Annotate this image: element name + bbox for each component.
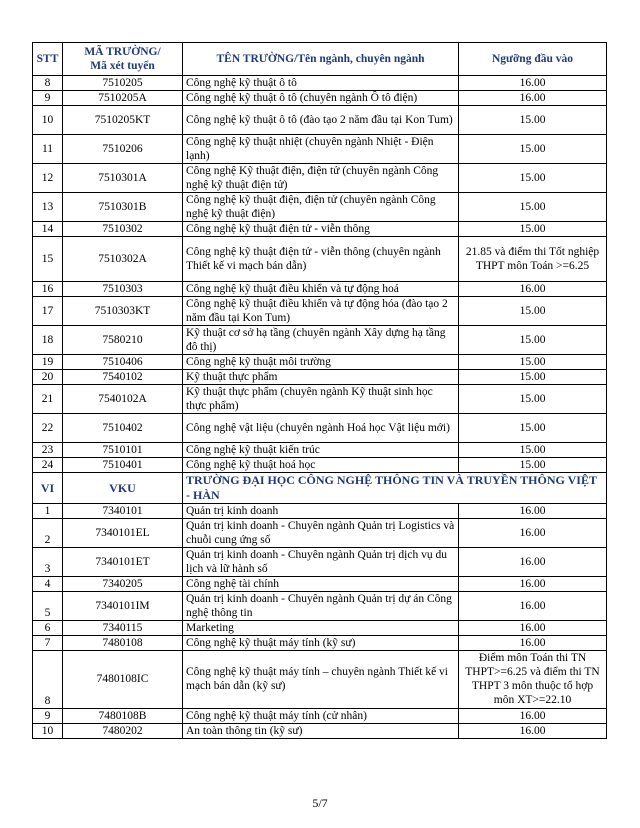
cell-name: Công nghệ tài chính (183, 576, 459, 591)
cell-stt: 6 (33, 620, 63, 635)
cell-threshold: 15.00 (459, 326, 607, 355)
cell-stt: 21 (33, 385, 63, 414)
cell-code: 7340101ET (63, 547, 183, 576)
table-row (33, 106, 607, 135)
cell-name: Công nghệ kỹ thuật ô tô (chuyên ngành Ô tô điện) (183, 91, 459, 106)
cell-stt: 8 (33, 76, 63, 91)
cell-threshold: 16.00 (459, 723, 607, 738)
cell-threshold: 16.00 (459, 76, 607, 91)
cell-stt: 10 (33, 106, 63, 135)
table-row (33, 385, 607, 414)
cell-stt: 12 (33, 164, 63, 193)
cell-code: 7510206 (63, 135, 183, 164)
header-name: TÊN TRƯỜNG/Tên ngành, chuyên ngành (183, 43, 459, 76)
cell-threshold: 15.00 (459, 135, 607, 164)
cell-code: 7340115 (63, 620, 183, 635)
cell-threshold: 16.00 (459, 576, 607, 591)
cell-threshold: 15.00 (459, 414, 607, 443)
cell-code: 7480108B (63, 708, 183, 723)
table-row (33, 458, 607, 473)
cell-threshold: 16.00 (459, 91, 607, 106)
cell-code: 7480202 (63, 723, 183, 738)
cell-threshold: 16.00 (459, 620, 607, 635)
header-threshold: Ngưỡng đầu vào (459, 43, 607, 76)
cell-stt: 2 (33, 518, 63, 547)
cell-stt: 11 (33, 135, 63, 164)
cell-code: 7580210 (63, 326, 183, 355)
section-row-vku (33, 473, 607, 503)
cell-name: Công nghệ Kỹ thuật điện, điện tử (chuyên ngành Công nghệ kỹ thuật điện tử) (183, 164, 459, 193)
cell-threshold: Điểm môn Toán thi TN THPT>=6.25 và điểm thi TN THPT 3 môn thuộc tổ hợp môn XT>=22.10 (459, 650, 607, 708)
table-row (33, 193, 607, 222)
cell-name: Công nghệ vật liệu (chuyên ngành Hoá học Vật liệu mới) (183, 414, 459, 443)
cell-stt: 15 (33, 237, 63, 282)
cell-code: 7510402 (63, 414, 183, 443)
cell-threshold: 15.00 (459, 106, 607, 135)
cell-name: Công nghệ kỹ thuật điện, điện tử (chuyên ngành Công nghệ kỹ thuật điện) (183, 193, 459, 222)
table-row (33, 503, 607, 518)
cell-stt: 10 (33, 723, 63, 738)
table-row (33, 297, 607, 326)
page-number: 5/7 (312, 796, 328, 810)
table-row (33, 708, 607, 723)
cell-stt: 8 (33, 650, 63, 708)
cell-threshold: 15.00 (459, 443, 607, 458)
cell-name: Quản trị kinh doanh - Chuyên ngành Quản trị dịch vụ du lịch và lữ hành số (183, 547, 459, 576)
cell-threshold: 15.00 (459, 222, 607, 237)
cell-stt: 5 (33, 591, 63, 620)
cell-stt: 22 (33, 414, 63, 443)
cell-threshold: 15.00 (459, 297, 607, 326)
cell-name: Công nghệ kỹ thuật nhiệt (chuyên ngành Nhiệt - Điện lạnh) (183, 135, 459, 164)
cell-threshold: 16.00 (459, 591, 607, 620)
table-row (33, 443, 607, 458)
cell-code: 7510303 (63, 282, 183, 297)
table-row (33, 237, 607, 282)
cell-threshold: 16.00 (459, 518, 607, 547)
cell-code: 7510205KT (63, 106, 183, 135)
table-row (33, 282, 607, 297)
cell-name: Công nghệ kỹ thuật điều khiển và tự động hoá (183, 282, 459, 297)
cell-code: 7480108IC (63, 650, 183, 708)
table-row (33, 355, 607, 370)
cell-code: 7510101 (63, 443, 183, 458)
cell-code: 7540102 (63, 370, 183, 385)
table-row (33, 635, 607, 650)
cell-name: Quản trị kinh doanh (183, 503, 459, 518)
cell-code: 7510401 (63, 458, 183, 473)
cell-stt: 20 (33, 370, 63, 385)
cell-code: 7540102A (63, 385, 183, 414)
cell-stt: 16 (33, 282, 63, 297)
cell-threshold: 15.00 (459, 164, 607, 193)
cell-name: Công nghệ kỹ thuật kiến trúc (183, 443, 459, 458)
table-row (33, 326, 607, 355)
table-row (33, 723, 607, 738)
cell-threshold: 15.00 (459, 370, 607, 385)
cell-name: Quản trị kinh doanh - Chuyên ngành Quản trị Logistics và chuỗi cung ứng số (183, 518, 459, 547)
cell-name: Công nghệ kỹ thuật điện tử - viễn thông (183, 222, 459, 237)
cell-stt: 4 (33, 576, 63, 591)
cell-name: Công nghệ kỹ thuật máy tính – chuyên ngành Thiết kế vi mạch bán dẫn (kỹ sư) (183, 650, 459, 708)
cell-threshold: 16.00 (459, 282, 607, 297)
table-row (33, 76, 607, 91)
table-row (33, 547, 607, 576)
cell-threshold: 15.00 (459, 458, 607, 473)
table-row (33, 135, 607, 164)
cell-name: Công nghệ kỹ thuật máy tính (kỹ sư) (183, 635, 459, 650)
table-row (33, 414, 607, 443)
cell-stt: 24 (33, 458, 63, 473)
cell-stt: 19 (33, 355, 63, 370)
section-stt: VI (33, 473, 63, 503)
cell-name: Quản trị kinh doanh - Chuyên ngành Quản trị dự án Công nghệ thông tin (183, 591, 459, 620)
cell-name: Công nghệ kỹ thuật điều khiển và tự động hóa (đào tạo 2 năm đầu tại Kon Tum) (183, 297, 459, 326)
table-row (33, 91, 607, 106)
cell-name: Công nghệ kỹ thuật hoá học (183, 458, 459, 473)
cell-code: 7510301A (63, 164, 183, 193)
header-code: MÃ TRƯỜNG/ Mã xét tuyển (63, 43, 183, 76)
section-school-name: TRƯỜNG ĐẠI HỌC CÔNG NGHỆ THÔNG TIN VÀ TRUYỀN THÔNG VIỆT - HÀN (183, 473, 607, 503)
cell-code: 7510302 (63, 222, 183, 237)
cell-stt: 23 (33, 443, 63, 458)
cell-stt: 9 (33, 91, 63, 106)
cell-code: 7340205 (63, 576, 183, 591)
table-row (33, 620, 607, 635)
cell-threshold: 21.85 và điểm thi Tốt nghiệp THPT môn Toán >=6.25 (459, 237, 607, 282)
cell-name: Công nghệ kỹ thuật ô tô (đào tạo 2 năm đầu tại Kon Tum) (183, 106, 459, 135)
cell-stt: 7 (33, 635, 63, 650)
cell-name: Kỹ thuật cơ sở hạ tầng (chuyên ngành Xây dựng hạ tầng đô thị) (183, 326, 459, 355)
cell-stt: 1 (33, 503, 63, 518)
cell-stt: 18 (33, 326, 63, 355)
cell-code: 7510301B (63, 193, 183, 222)
cell-code: 7510303KT (63, 297, 183, 326)
cell-threshold: 15.00 (459, 385, 607, 414)
cell-name: Công nghệ kỹ thuật môi trường (183, 355, 459, 370)
table-row (33, 591, 607, 620)
cell-threshold: 16.00 (459, 708, 607, 723)
cell-threshold: 15.00 (459, 193, 607, 222)
cell-name: Công nghệ kỹ thuật điện tử - viễn thông (chuyên ngành Thiết kế vi mạch bán dẫn) (183, 237, 459, 282)
table-row (33, 370, 607, 385)
cell-code: 7340101IM (63, 591, 183, 620)
cell-name: An toàn thông tin (kỹ sư) (183, 723, 459, 738)
section-code: VKU (63, 473, 183, 503)
cell-code: 7510302A (63, 237, 183, 282)
table-header-row (33, 43, 607, 76)
cell-name: Kỹ thuật thực phẩm (chuyên ngành Kỹ thuật sinh học thực phẩm) (183, 385, 459, 414)
table-row (33, 164, 607, 193)
admission-threshold-table (32, 42, 607, 739)
cell-threshold: 16.00 (459, 635, 607, 650)
cell-code: 7340101 (63, 503, 183, 518)
cell-stt: 14 (33, 222, 63, 237)
cell-stt: 3 (33, 547, 63, 576)
cell-name: Kỹ thuật thực phẩm (183, 370, 459, 385)
table-row (33, 650, 607, 708)
cell-name: Công nghệ kỹ thuật ô tô (183, 76, 459, 91)
cell-code: 7510205A (63, 91, 183, 106)
cell-stt: 13 (33, 193, 63, 222)
cell-threshold: 16.00 (459, 503, 607, 518)
cell-code: 7510205 (63, 76, 183, 91)
cell-code: 7480108 (63, 635, 183, 650)
cell-code: 7510406 (63, 355, 183, 370)
cell-code: 7340101EL (63, 518, 183, 547)
table-row (33, 222, 607, 237)
header-stt: STT (33, 43, 63, 76)
table-row (33, 576, 607, 591)
cell-name: Marketing (183, 620, 459, 635)
table-row (33, 518, 607, 547)
cell-threshold: 16.00 (459, 547, 607, 576)
cell-name: Công nghệ kỹ thuật máy tính (cử nhân) (183, 708, 459, 723)
cell-threshold: 15.00 (459, 355, 607, 370)
cell-stt: 9 (33, 708, 63, 723)
cell-stt: 17 (33, 297, 63, 326)
